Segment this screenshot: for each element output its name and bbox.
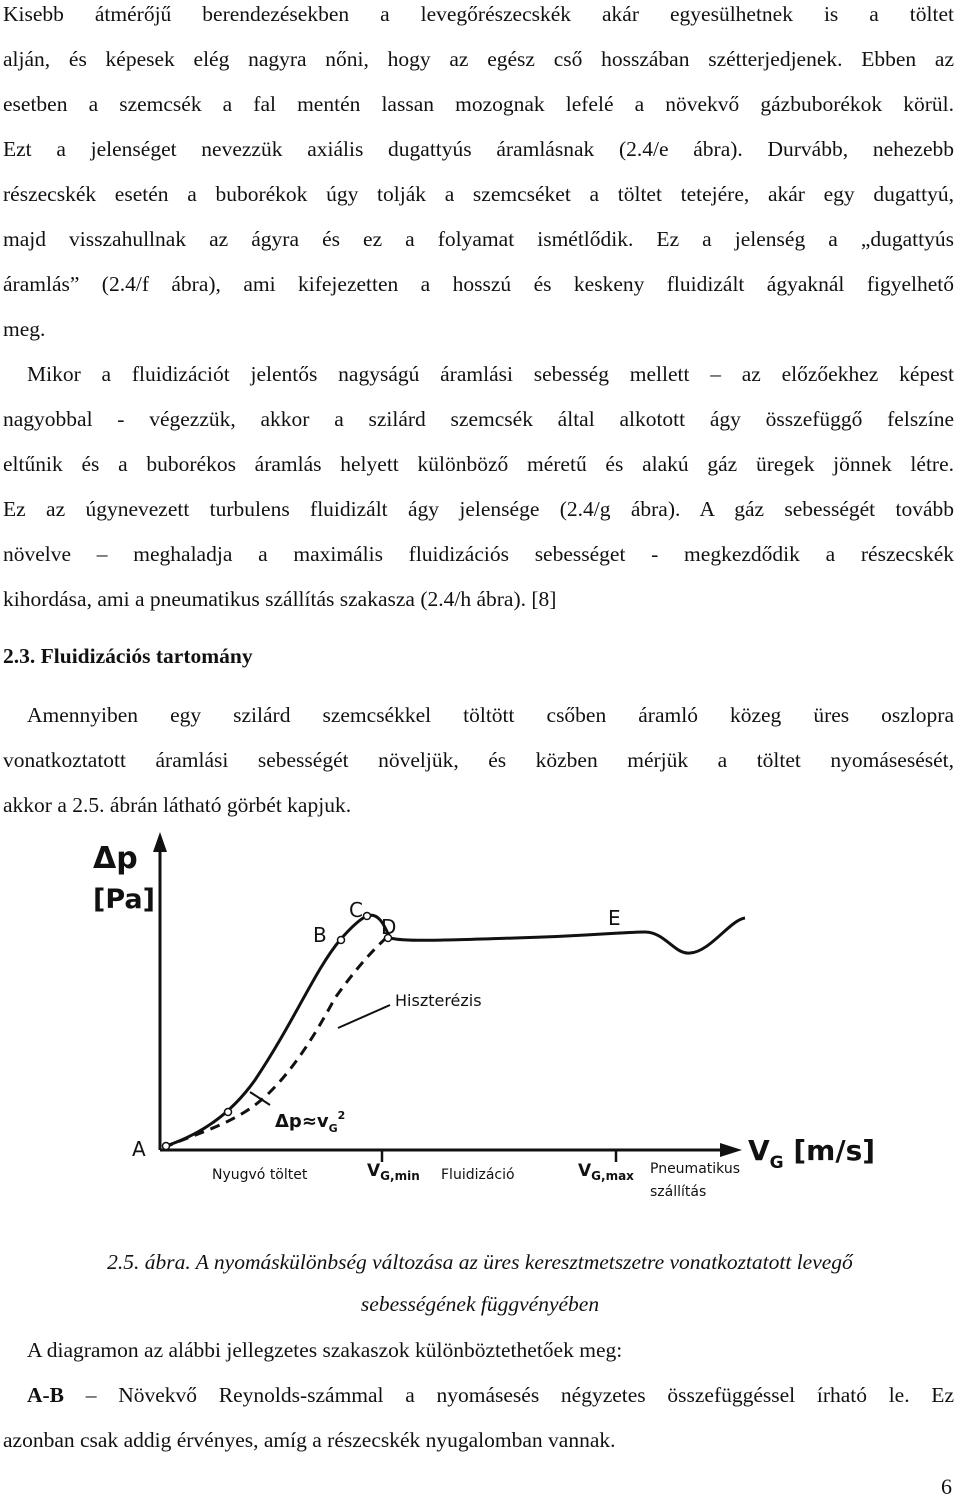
formula-pointer: [250, 1092, 270, 1105]
text-line: áramlás” (2.4/f ábra), ami kifejezetten a hosszú és keskeny fluidizált ágyaknál figyelhető: [3, 272, 954, 296]
section-text-a-b: – Növekvő Reynolds-számmal a nyomásesés négyzetes összefüggéssel írható le. Ez: [64, 1383, 954, 1407]
section-label-a-b: A-B: [27, 1383, 65, 1407]
x-axis-arrow: [720, 1143, 742, 1157]
formula-sup: 2: [337, 1109, 346, 1122]
pressure-curve: [163, 915, 745, 1147]
y-axis-label-delta-p: Δp: [93, 841, 138, 876]
text-line: A diagramon az alábbi jellegzetes szakaszok különböztethetőek meg:: [27, 1338, 623, 1362]
text-line: növelve – meghaladja a maximális fluidizációs sebességet - megkezdődik a részecskék: [3, 542, 954, 566]
text-line: eltűnik és a buborékos áramlás helyett különböző méretű és alakú gáz üregek jönnek létre.: [3, 452, 954, 476]
vgmin-sub: G,min: [380, 1169, 420, 1183]
point-label-d: D: [381, 915, 397, 939]
point-label-c: C: [349, 898, 363, 922]
x-axis-label-sub: G: [769, 1153, 784, 1173]
zone-label-pneumatic-1: Pneumatikus: [650, 1161, 740, 1177]
paragraph-plug-flow: [3, 0, 954, 352]
point-marker-a: [163, 1143, 170, 1150]
text-line: nagyobbal - végezzük, akkor a szilárd szemcsék által alkotott ágy összefüggő felszíne: [3, 407, 954, 431]
formula-sub: G: [328, 1122, 338, 1135]
text-line: vonatkoztatott áramlási sebességét növeljük, és közben mérjük a töltet nyomásesését,: [3, 748, 954, 772]
text-line: meg.: [3, 317, 46, 341]
point-marker-dash: [225, 1109, 232, 1116]
x-axis-label: [748, 1134, 875, 1173]
formula-label: [275, 1109, 345, 1135]
point-label-b: B: [313, 923, 327, 947]
text-line: alján, és képesek elég nagyra nőni, hogy az egész cső hosszában szétterjedjenek. Ebben az: [3, 47, 954, 71]
text-line: részecskék esetén a buborékok úgy tolják a szemcséket a töltet tetejére, akár egy dugattyú,: [3, 182, 954, 206]
text-line: kihordása, ami a pneumatikus szállítás szakasza (2.4/h ábra). [8]: [3, 587, 557, 611]
text-line: majd visszahullnak az ágyra és ez a folyamat ismétlődik. Ez a jelenség a „dugattyús: [3, 227, 954, 251]
y-axis-arrow: [153, 832, 167, 852]
paragraph-diagram-sections: [3, 1328, 954, 1463]
vgmin-label: [367, 1161, 420, 1183]
text-line: azonban csak addig érvényes, amíg a részecskék nyugalomban vannak.: [3, 1428, 616, 1452]
x-axis-label-main: V: [748, 1134, 770, 1167]
vgmax-main: V: [578, 1161, 592, 1181]
paragraph-turbulent-bed: [3, 352, 954, 622]
text-line: Mikor a fluidizációt jelentős nagyságú áramlási sebesség mellett – az előzőekhez képest: [27, 362, 954, 386]
point-marker-b: [338, 937, 345, 944]
figure-caption-line-1: 2.5. ábra. A nyomáskülönbség változása az üres keresztmetszetre vonatkoztatott levegő: [107, 1250, 853, 1274]
page-number: 6: [941, 1474, 952, 1499]
vgmin-main: V: [367, 1161, 381, 1181]
point-label-e: E: [608, 906, 621, 930]
hysteresis-pointer: [338, 1005, 390, 1028]
y-axis-label-unit: [Pa]: [93, 884, 155, 915]
point-marker-c: [364, 913, 371, 920]
zone-label-fluidization: Fluidizáció: [441, 1167, 515, 1183]
formula-main: Δp≈v: [275, 1111, 329, 1132]
pressure-drop-diagram: [93, 830, 880, 1215]
text-line: Ezt a jelenséget nevezzük axiális dugattyús áramlásnak (2.4/e ábra). Durvább, nehezebb: [3, 137, 954, 161]
x-axis-label-unit: [m/s]: [783, 1134, 876, 1167]
zone-label-static-bed: Nyugvó töltet: [212, 1167, 308, 1183]
hysteresis-label: Hiszterézis: [395, 991, 482, 1010]
text-line-a-b: [3, 1373, 954, 1418]
point-label-a: A: [132, 1137, 146, 1161]
text-line: akkor a 2.5. ábrán látható görbét kapjuk.: [3, 793, 352, 817]
text-line: Amennyiben egy szilárd szemcsékkel töltött csőben áramló közeg üres oszlopra: [27, 703, 954, 727]
text-line: Ez az úgynevezett turbulens fluidizált ágy jelensége (2.4/g ábra). A gáz sebességét tovább: [3, 497, 954, 521]
text-line: Kisebb átmérőjű berendezésekben a levegőrészecskék akár egyesülhetnek is a töltet: [3, 2, 954, 26]
zone-label-pneumatic-2: szállítás: [650, 1184, 707, 1200]
vgmax-label: [578, 1161, 634, 1183]
vgmax-sub: G,max: [591, 1169, 634, 1183]
paragraph-intro-figure: [3, 693, 954, 828]
section-heading: 2.3. Fluidizációs tartomány: [3, 644, 253, 668]
text-line: esetben a szemcsék a fal mentén lassan mozognak lefelé a növekvő gázbuborékok körül.: [3, 92, 954, 116]
figure-caption-line-2: sebességének függvényében: [360, 1292, 600, 1316]
